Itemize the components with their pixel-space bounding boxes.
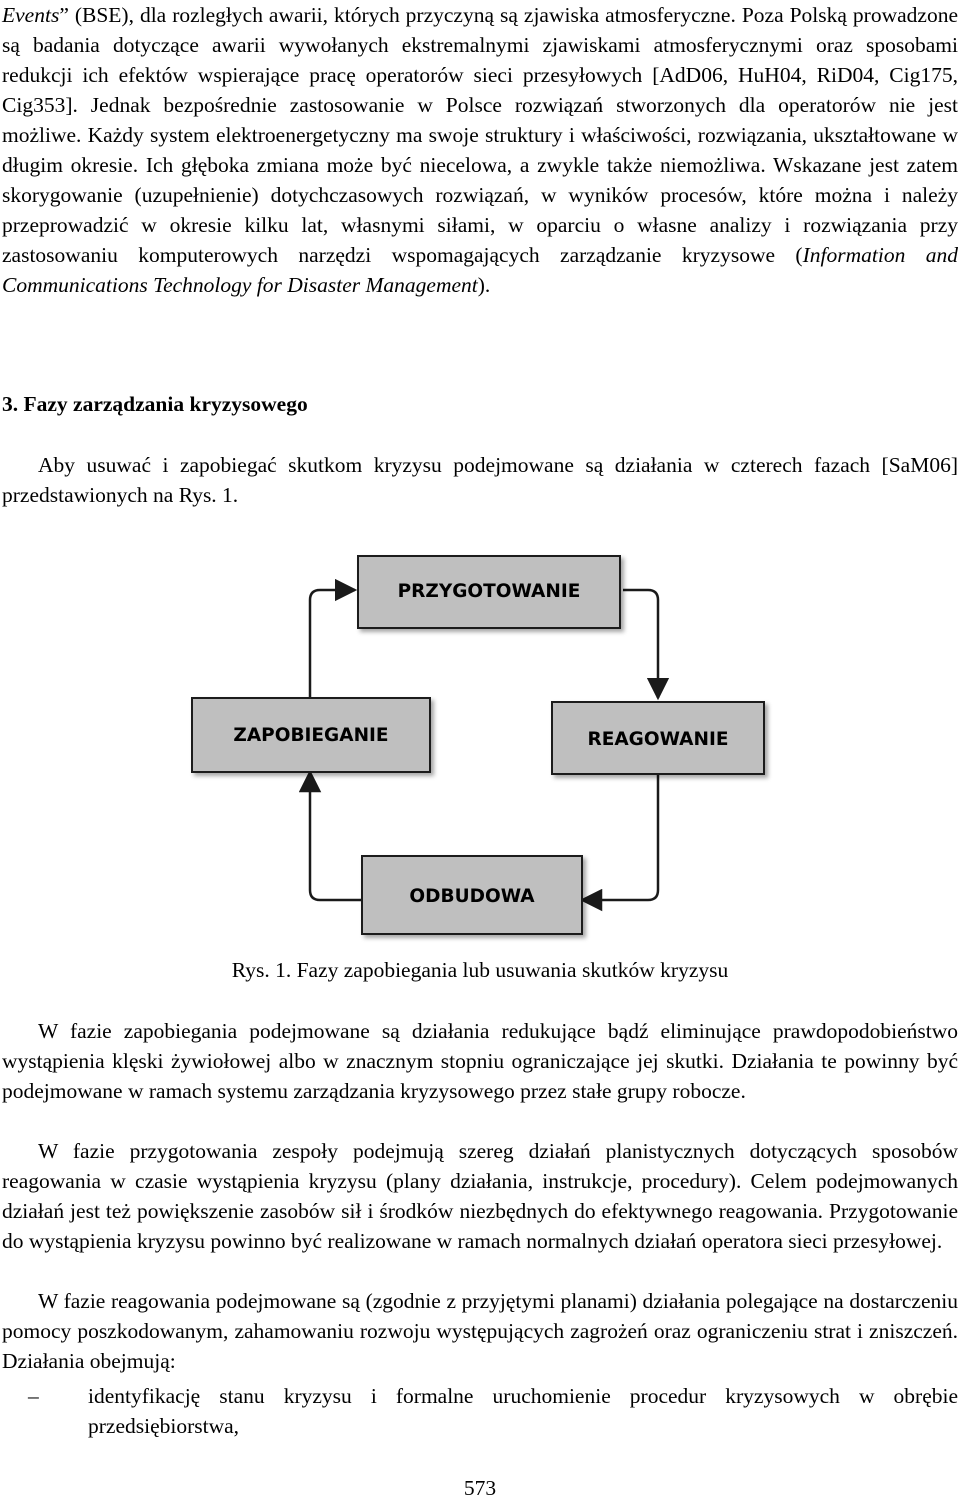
arrow-prevention-to-preparation xyxy=(310,590,355,698)
paragraph-preparation: W fazie przygotowania zespoły podejmują szereg działań planistycznych dotyczących sposobów reagowania w czasie wystąpienia kryzysu (plany działania, instrukcje, procedury). Celem podejmowanych działań jest też powiększenie zasobów sił i środków niezbędnych do efektywnego reagowania. Przygotowanie do wystąpienia kryzysu powinno być realizowane w ramach normalnych działań operatora sieci przesyłowej. xyxy=(2,1139,958,1253)
page-number: 573 xyxy=(463,1476,497,1500)
box-response xyxy=(552,702,764,774)
box-preparation xyxy=(358,556,620,628)
bullet-item: identyfikację stanu kryzysu i formalne uruchomienie procedur kryzysowych w obrębie przedsiębiorstwa, xyxy=(88,1384,958,1438)
paragraph-response: W fazie reagowania podejmowane są (zgodnie z przyjętymi planami) działania polegające na dostarczeniu pomocy poszkodowanym, zahamowaniu rozwoju występujących zagrożeń oraz ograniczeniu strat i zniszczeń. Działania obejmują: xyxy=(2,1289,958,1373)
box-preparation-label: PRZYGOTOWANIE xyxy=(397,581,581,602)
paragraph-intro-text: ” (BSE), dla rozległych awarii, których przyczyną są zjawiska atmosferyczne. Poza Polską prowadzone są badania dotyczące awarii wywołanych ekstremalnymi zjawiskami atmosferycznymi oraz sposobami redukcji ich efektów wspierające pracę operatorów sieci przesyłowych [AdD06, HuH04, RiD04, Cig175, Cig353]. Jednak bezpośrednie zastosowanie w Polsce rozwiązań stworzonych dla operatorów nie jest możliwe. Każdy system elektroenergetyczny ma swoje struktury i właściwości, rozwiązania, ukształtowane w długim okresie. Ich głęboka zmiana może być niecelowa, a zwykle także niemożliwa. Wskazane jest zatem skorygowanie (uzupełnienie) dotychczasowych rozwiązań, w wyników procesów, które można i należy przeprowadzić w okresie kilku lat, własnymi siłami, w oparciu o własne analizy i rozwiązania przy zastosowaniu komputerowych narzędzi wspomagających zarządzanie kryzysowe ( xyxy=(2,3,958,267)
crisis-phases-diagram xyxy=(0,530,960,950)
italic-term-ict: Information and Communications Technology for Disaster Management xyxy=(2,243,958,297)
box-response-label: REAGOWANIE xyxy=(587,729,729,750)
box-prevention-label: ZAPOBIEGANIE xyxy=(233,725,389,746)
arrow-recovery-to-prevention xyxy=(310,772,362,900)
arrow-preparation-to-response xyxy=(623,590,658,698)
bullet-marker: – xyxy=(28,1384,39,1408)
box-recovery xyxy=(362,856,582,934)
paragraph-intro xyxy=(2,0,958,300)
box-prevention xyxy=(192,698,430,772)
italic-term: Events xyxy=(2,3,60,27)
box-recovery-label: ODBUDOWA xyxy=(409,886,535,907)
paragraph-intro-end: ). xyxy=(477,273,491,297)
section-heading: 3. Fazy zarządzania kryzysowego xyxy=(2,392,308,416)
paragraph-phases-intro: Aby usuwać i zapobiegać skutkom kryzysu podejmowane są działania w czterech fazach [SaM06] przedstawionych na Rys. 1. xyxy=(2,453,958,507)
arrow-response-to-recovery xyxy=(582,774,658,900)
paragraph-prevention: W fazie zapobiegania podejmowane są działania redukujące bądź eliminujące prawdopodobieństwo wystąpienia klęski żywiołowej albo w znacznym stopniu ograniczające jej skutki. Działania te powinny być podejmowane w ramach systemu zarządzania kryzysowego przez stałe grupy robocze. xyxy=(2,1019,958,1103)
figure-caption: Rys. 1. Fazy zapobiegania lub usuwania skutków kryzysu xyxy=(231,958,729,982)
